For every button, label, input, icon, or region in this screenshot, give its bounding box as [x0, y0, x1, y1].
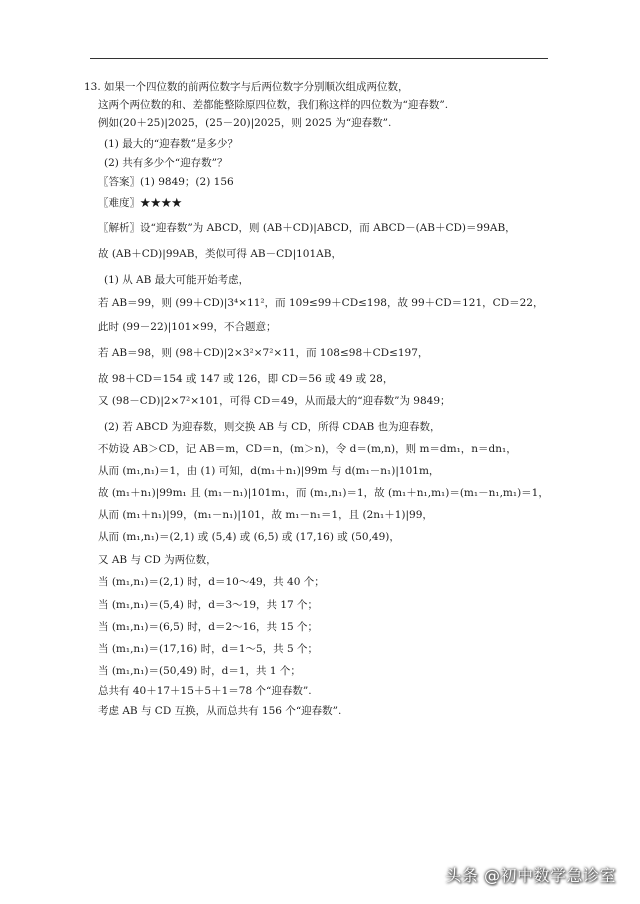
problem-number: 13. [84, 81, 101, 93]
conclusion-line: 考虑 AB 与 CD 互换，从而总共有 156 个“迎春数”. [98, 705, 342, 717]
difficulty: 〖难度〗★★★★ [98, 197, 182, 209]
analysis-line-5: 此时 (99－22)|101×99，不合题意； [98, 321, 277, 333]
question-1: (1) 最大的“迎春数”是多少？ [104, 138, 238, 150]
intro-line-3: 例如(20＋25)|2025，(25－20)|2025，则 2025 为“迎春数”. [98, 117, 392, 129]
intro-line-1: 如果一个四位数的前两位数字与后两位数字分别顺次组成两位数， [104, 81, 409, 93]
case-line-1: 当 (m₁,n₁)＝(2,1) 时，d＝10～49，共 40 个； [98, 576, 325, 588]
analysis-line-10: 不妨设 AB＞CD，记 AB＝m，CD＝n，(m＞n)，令 d＝(m,n)，则 m＝dm₁，n＝dn₁， [98, 443, 517, 455]
analysis-line-11: 从而 (m₁,n₁)＝1，由 (1) 可知，d(m₁＋n₁)|99m 与 d(m₁－n₁)|101m， [98, 465, 440, 477]
analysis-line-3: (1) 从 AB 最大可能开始考虑， [104, 274, 250, 286]
analysis-line-13: 从而 (m₁＋n₁)|99，(m₁－n₁)|101，故 m₁－n₁＝1，且 (2n₁＋1)|99， [98, 509, 433, 521]
analysis-line-12: 故 (m₁＋n₁)|99m₁ 且 (m₁－n₁)|101m₁，而 (m₁,n₁)＝1，故 (m₁＋n₁,m₁)＝(m₁－n₁,m₁)＝1， [98, 487, 549, 499]
analysis-line-6: 若 AB＝98，则 (98＋CD)|2×3²×7²×11，而 108≤98＋CD≤197， [98, 347, 429, 359]
case-line-2: 当 (m₁,n₁)＝(5,4) 时，d＝3～19，共 17 个； [98, 599, 319, 611]
case-line-4: 当 (m₁,n₁)＝(17,16) 时，d＝1～5，共 5 个； [98, 643, 319, 655]
top-rule [90, 58, 548, 59]
answer: 〖答案〗(1) 9849；(2) 156 [98, 176, 234, 188]
total-line: 总共有 40＋17＋15＋5＋1＝78 个“迎春数”. [98, 685, 312, 697]
question-2: (2) 共有多少个“迎存数”？ [104, 157, 228, 169]
analysis-line-4: 若 AB＝99，则 (99＋CD)|3⁴×11²，而 109≤99＋CD≤198，故 99＋CD＝121，CD＝22， [98, 297, 544, 309]
analysis-line-7: 故 98＋CD＝154 或 147 或 126，即 CD＝56 或 49 或 28， [98, 373, 394, 385]
intro-line-2: 这两个两位数的和、差都能整除原四位数，我们称这样的四位数为“迎春数”. [98, 99, 449, 111]
analysis-line-14: 从而 (m₁,n₁)＝(2,1) 或 (5,4) 或 (6,5) 或 (17,16) 或 (50,49)， [98, 531, 400, 543]
analysis-line-9: (2) 若 ABCD 为迎春数，则交换 AB 与 CD，所得 CDAB 也为迎春数， [104, 421, 441, 433]
case-line-3: 当 (m₁,n₁)＝(6,5) 时，d＝2～16，共 15 个； [98, 621, 319, 633]
analysis-line-2: 故 (AB＋CD)|99AB，类似可得 AB－CD|101AB， [98, 248, 342, 260]
analysis-line-15: 又 AB 与 CD 为两位数， [98, 554, 217, 566]
analysis-line-8: 又 (98－CD)|2×7²×101，可得 CD＝49，从而最大的“迎春数”为 9849； [98, 395, 451, 407]
analysis-line-1: 〖解析〗设“迎春数”为 ABCD，则 (AB＋CD)|ABCD，而 ABCD－(AB＋CD)＝99AB， [98, 222, 516, 234]
watermark: 头条 @初中数学急诊室 [445, 866, 616, 885]
case-line-5: 当 (m₁,n₁)＝(50,49) 时，d＝1，共 1 个； [98, 665, 301, 677]
